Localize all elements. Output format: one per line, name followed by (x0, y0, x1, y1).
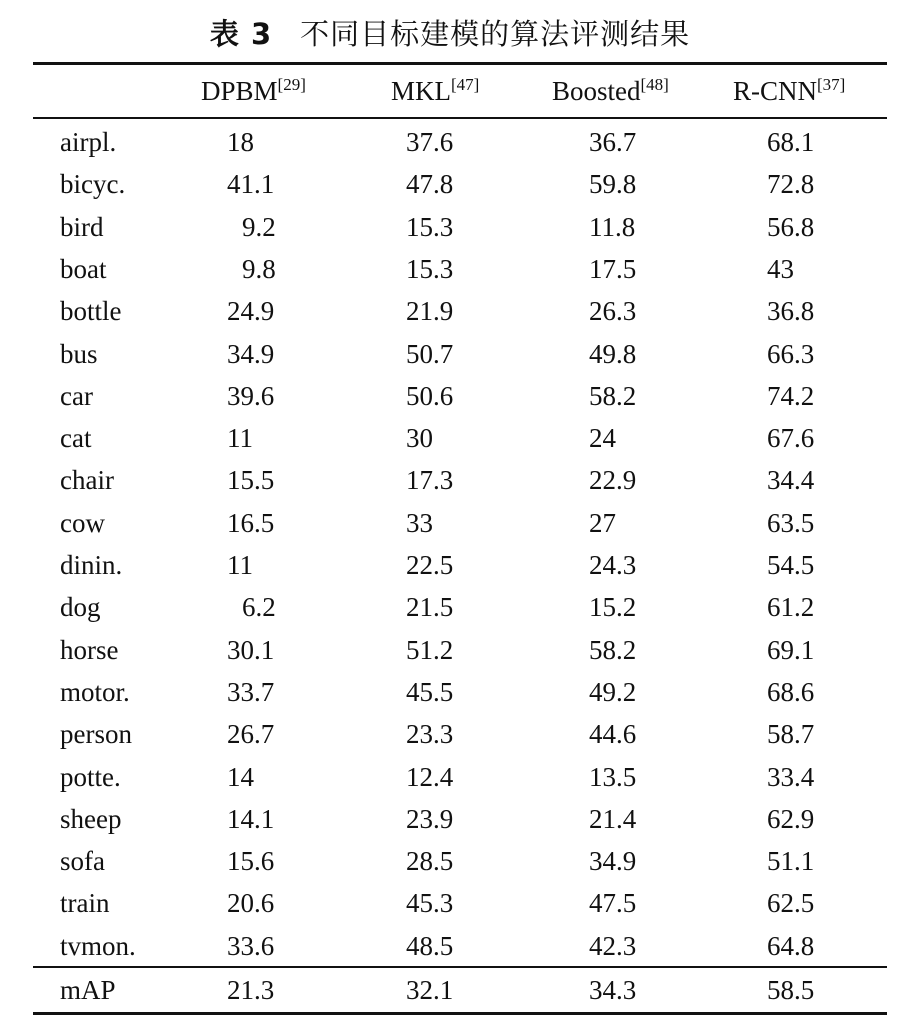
cell-rcnn: 51.1 (767, 846, 815, 877)
cell-mkl: 45.3 (406, 888, 454, 919)
table-row (33, 840, 887, 882)
cell-mkl: 37.6 (406, 127, 454, 157)
row-label: cow (60, 507, 105, 538)
cell-boosted: 42.3 (589, 930, 637, 961)
row-label: bottle (60, 296, 122, 327)
table-row (33, 502, 887, 544)
cell-boosted: 44.6 (589, 719, 637, 750)
table-row (33, 417, 887, 459)
table-row (33, 290, 887, 332)
row-label: motor. (60, 676, 130, 707)
cell-rcnn: 36.8 (767, 296, 815, 327)
row-label: car (60, 380, 93, 411)
cell-boosted: 49.8 (589, 338, 637, 369)
cell-mkl: 17.3 (406, 465, 454, 496)
table-number: 表 3 (209, 17, 273, 51)
total-label: mAP (60, 975, 116, 1005)
cell-dpbm: 18 (227, 127, 254, 157)
cell-mkl: 22.5 (406, 550, 454, 580)
cell-boosted: 36.7 (589, 127, 637, 157)
cell-rcnn: 33.4 (767, 761, 815, 792)
cell-rcnn: 69.1 (767, 634, 815, 665)
cell-mkl: 15.3 (406, 211, 454, 242)
cell-dpbm: 41.1 (227, 169, 275, 200)
total-rule (33, 966, 887, 968)
cell-boosted: 59.8 (589, 169, 637, 200)
row-label: airpl. (60, 127, 117, 157)
cell-dpbm: 15.6 (227, 846, 275, 877)
row-label: train (60, 888, 110, 919)
cell-dpbm: 26.7 (227, 719, 275, 750)
table-row (33, 713, 887, 755)
table-row (33, 586, 887, 628)
total-row (33, 969, 887, 1011)
table-row (33, 882, 887, 924)
row-label: potte. (60, 761, 121, 792)
table-row (33, 163, 887, 205)
row-label: bicyc. (60, 169, 126, 200)
table-title: 不同目标建模的算法评测结果 (300, 17, 691, 51)
cell-rcnn: 62.9 (767, 803, 815, 834)
cell-dpbm: 15.5 (227, 465, 275, 496)
cell-boosted: 27 (589, 507, 616, 538)
table-row (33, 121, 887, 163)
cell-boosted: 22.9 (589, 465, 637, 496)
total-boosted: 34.3 (589, 975, 637, 1005)
cell-mkl: 12.4 (406, 761, 454, 792)
row-label: cat (60, 423, 92, 454)
cell-dpbm: 20.6 (227, 888, 275, 919)
cell-mkl: 48.5 (406, 930, 454, 961)
row-label: chair (60, 465, 114, 496)
cell-dpbm: 9.8 (242, 253, 276, 284)
cell-boosted: 24.3 (589, 550, 637, 580)
cell-boosted: 34.9 (589, 846, 637, 877)
cell-mkl: 33 (406, 507, 433, 538)
table-row (33, 798, 887, 840)
row-label: sofa (60, 846, 105, 877)
cell-rcnn: 68.1 (767, 127, 815, 157)
top-rule (33, 62, 887, 65)
header-mkl: MKL[47] (391, 75, 480, 106)
cell-dpbm: 6.2 (242, 592, 276, 623)
header-dpbm: DPBM[29] (201, 75, 306, 106)
cell-dpbm: 11 (227, 550, 253, 580)
table-row (33, 756, 887, 798)
cell-rcnn: 67.6 (767, 423, 815, 454)
cell-mkl: 47.8 (406, 169, 454, 200)
cell-boosted: 26.3 (589, 296, 637, 327)
row-label: sheep (60, 803, 122, 834)
cell-dpbm: 33.6 (227, 930, 275, 961)
table-row (33, 333, 887, 375)
cell-dpbm: 14 (227, 761, 254, 792)
cell-dpbm: 14.1 (227, 803, 275, 834)
cell-boosted: 47.5 (589, 888, 637, 919)
cell-mkl: 15.3 (406, 253, 454, 284)
row-label: bus (60, 338, 98, 369)
cell-dpbm: 30.1 (227, 634, 275, 665)
table-row (33, 375, 887, 417)
header-boosted: Boosted[48] (552, 75, 669, 106)
cell-mkl: 50.6 (406, 380, 454, 411)
cell-rcnn: 34.4 (767, 465, 815, 496)
row-label: dog (60, 592, 101, 623)
header-rcnn: R-CNN[37] (733, 75, 846, 106)
cell-rcnn: 62.5 (767, 888, 815, 919)
cell-mkl: 30 (406, 423, 433, 454)
table-row (33, 629, 887, 671)
cell-rcnn: 64.8 (767, 930, 815, 961)
cell-boosted: 17.5 (589, 253, 637, 284)
cell-dpbm: 34.9 (227, 338, 275, 369)
cell-rcnn: 63.5 (767, 507, 815, 538)
cell-mkl: 28.5 (406, 846, 454, 877)
cell-dpbm: 33.7 (227, 676, 275, 707)
cell-rcnn: 58.7 (767, 719, 815, 750)
table-row (33, 671, 887, 713)
row-label: boat (60, 253, 107, 284)
cell-rcnn: 74.2 (767, 380, 815, 411)
total-mkl: 32.1 (406, 975, 454, 1005)
header-rule (33, 117, 887, 119)
cell-boosted: 24 (589, 423, 616, 454)
cell-mkl: 50.7 (406, 338, 454, 369)
row-label: person (60, 719, 132, 750)
total-rcnn: 58.5 (767, 975, 815, 1005)
cell-mkl: 51.2 (406, 634, 454, 665)
cell-boosted: 58.2 (589, 634, 637, 665)
cell-rcnn: 72.8 (767, 169, 815, 200)
table-caption (0, 12, 900, 53)
row-label: dinin. (60, 550, 123, 580)
cell-dpbm: 9.2 (242, 211, 276, 242)
row-label: tvmon. (60, 930, 136, 961)
total-dpbm: 21.3 (227, 975, 275, 1005)
cell-rcnn: 68.6 (767, 676, 815, 707)
row-label: bird (60, 211, 104, 242)
cell-rcnn: 43 (767, 253, 794, 284)
table-row (33, 925, 887, 967)
table-row (33, 206, 887, 248)
cell-boosted: 49.2 (589, 676, 637, 707)
table-row (33, 248, 887, 290)
cell-rcnn: 56.8 (767, 211, 815, 242)
cell-rcnn: 66.3 (767, 338, 815, 369)
cell-mkl: 21.9 (406, 296, 454, 327)
cell-rcnn: 61.2 (767, 592, 815, 623)
cell-mkl: 21.5 (406, 592, 454, 623)
table-row (33, 544, 887, 586)
cell-dpbm: 16.5 (227, 507, 275, 538)
cell-boosted: 13.5 (589, 761, 637, 792)
cell-dpbm: 39.6 (227, 380, 275, 411)
cell-dpbm: 24.9 (227, 296, 275, 327)
table-row (33, 459, 887, 501)
cell-mkl: 23.3 (406, 719, 454, 750)
cell-mkl: 45.5 (406, 676, 454, 707)
cell-boosted: 58.2 (589, 380, 637, 411)
bottom-rule (33, 1012, 887, 1015)
cell-boosted: 21.4 (589, 803, 637, 834)
cell-rcnn: 54.5 (767, 550, 815, 580)
cell-boosted: 15.2 (589, 592, 637, 623)
table-header-row (33, 70, 887, 112)
cell-boosted: 11.8 (589, 211, 636, 242)
cell-mkl: 23.9 (406, 803, 454, 834)
row-label: horse (60, 634, 119, 665)
cell-dpbm: 11 (227, 423, 253, 454)
